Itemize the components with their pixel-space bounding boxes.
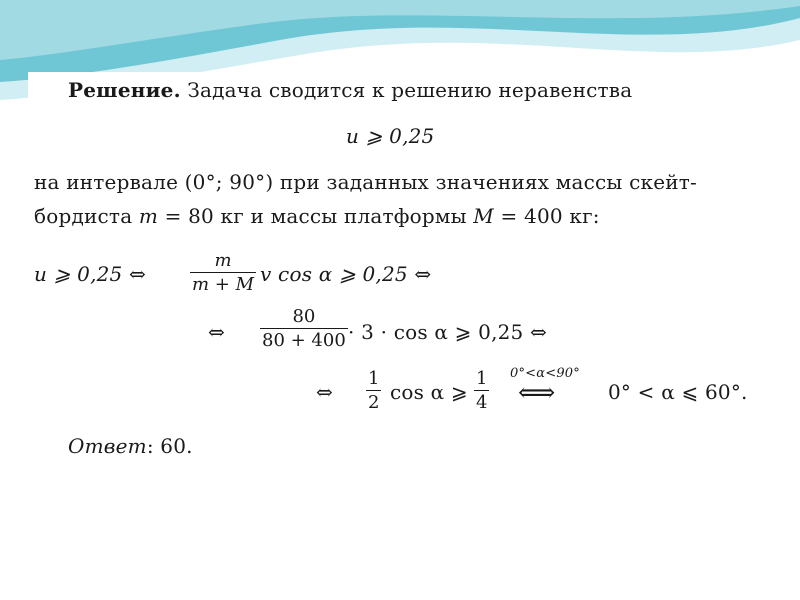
eq3-condition: 0°<α<90° bbox=[510, 366, 580, 381]
eq2-denominator: 80 + 400 bbox=[262, 330, 346, 351]
eq2-fraction bbox=[260, 306, 348, 351]
eq3-frac1-denominator: 2 bbox=[368, 392, 380, 413]
text-line-2 bbox=[34, 204, 600, 228]
answer-label: Ответ bbox=[68, 434, 147, 458]
line2-b: = 80 кг и массы платформы bbox=[158, 204, 474, 228]
title-rest: Задача сводится к решению неравенства bbox=[187, 78, 633, 102]
var-m: m bbox=[138, 204, 159, 228]
eq1-fraction bbox=[190, 250, 256, 295]
eq3-frac1-numerator: 1 bbox=[368, 368, 380, 389]
eq1-left: u ⩾ 0,25 ⇔ bbox=[34, 262, 146, 286]
main-inequality: u ⩾ 0,25 bbox=[346, 124, 435, 148]
eq1-numerator: m bbox=[214, 250, 232, 271]
eq2-left: ⇔ bbox=[208, 320, 225, 344]
eq2-right: · 3 · cos α ⩾ 0,25 ⇔ bbox=[348, 320, 547, 344]
eq3-middle: cos α ⩾ bbox=[390, 380, 468, 404]
eq1-denominator: m + M bbox=[192, 274, 255, 295]
eq3-frac2-numerator: 1 bbox=[476, 368, 488, 389]
title-bold: Решение. bbox=[68, 78, 181, 102]
answer-value: : 60. bbox=[146, 434, 193, 458]
answer-line bbox=[68, 434, 193, 458]
line2-c: = 400 кг: bbox=[493, 204, 600, 228]
eq1-right: v cos α ⩾ 0,25 ⇔ bbox=[260, 262, 432, 286]
eq2-numerator: 80 bbox=[292, 306, 316, 327]
eq3-fraction-2 bbox=[474, 368, 489, 413]
solution-card bbox=[28, 72, 774, 478]
text-line-1: на интервале (0°; 90°) при заданных значениях массы скейт- bbox=[34, 170, 697, 194]
eq3-result: 0° < α ⩽ 60°. bbox=[608, 380, 748, 404]
var-M: M bbox=[473, 204, 494, 228]
eq3-left: ⇔ bbox=[316, 380, 333, 404]
eq3-frac2-denominator: 4 bbox=[476, 392, 488, 413]
title-line bbox=[68, 78, 632, 102]
eq3-equivalence-arrow: ⟺ bbox=[518, 378, 556, 408]
eq3-fraction-1 bbox=[366, 368, 381, 413]
line2-a: бордиста bbox=[34, 204, 139, 228]
